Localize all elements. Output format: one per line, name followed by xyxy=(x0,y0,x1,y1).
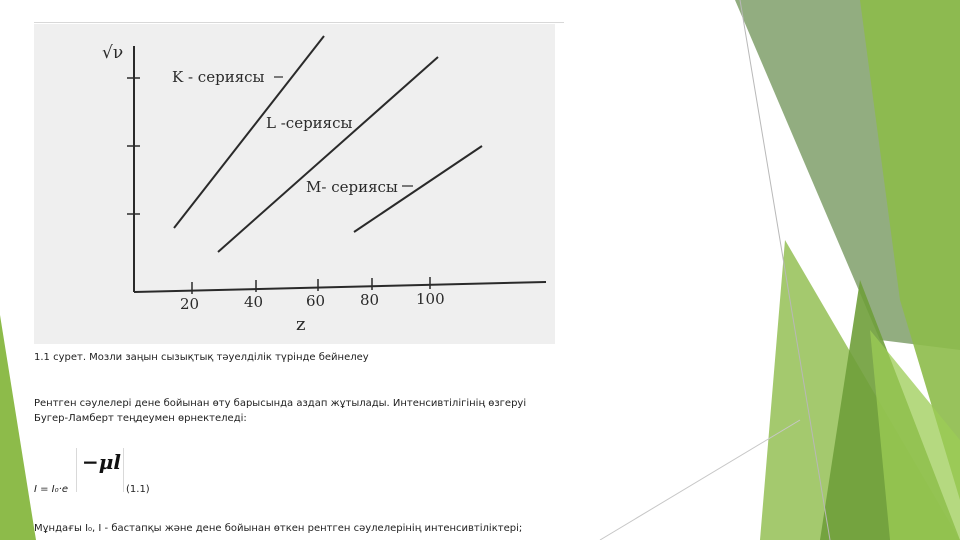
k-series-label: K - сериясы xyxy=(172,68,265,86)
y-axis-label: √ν xyxy=(102,43,124,63)
x-tick-label: 80 xyxy=(360,291,380,309)
paragraph-line: Бугер-Ламберт теңдеумен өрнектеледі: xyxy=(34,413,247,424)
figure-caption: 1.1 сурет. Мозли заңын сызықтық тәуелділік түрінде бейнелеу xyxy=(34,352,369,363)
deco-left-triangle xyxy=(0,315,36,540)
paragraph-line: Рентген сәулелері дене бойынан өту барысында аздап жұтылады. Интенсивтілігінің өзгеруі xyxy=(34,398,527,409)
x-tick-label: 60 xyxy=(306,292,326,310)
l-series-label: L -сериясы xyxy=(266,114,353,132)
m-series-label: M- сериясы xyxy=(306,178,398,196)
footer-text: Мұндағы I₀, I - бастапқы және дене бойынан өткен рентген сәулелерінің интенсивтіліктері; xyxy=(34,523,523,534)
formula-exponent: −μl xyxy=(82,450,121,474)
x-tick-label: 100 xyxy=(416,290,445,308)
formula-number: (1.1) xyxy=(126,484,150,495)
formula-lhs: I = I₀·e xyxy=(34,484,68,495)
x-tick-label: 40 xyxy=(244,293,264,311)
x-axis-label: z xyxy=(296,314,306,335)
x-tick-label: 20 xyxy=(180,295,200,313)
